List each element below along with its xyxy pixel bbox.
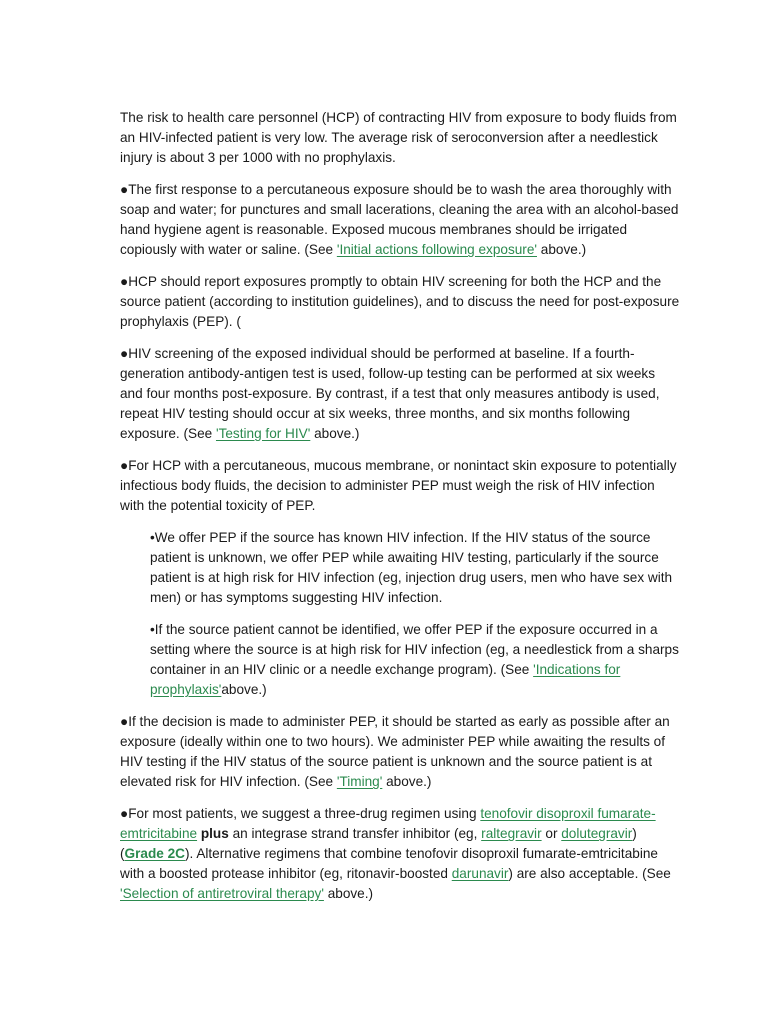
paragraph-text: above.) [382,774,432,789]
paragraph-text: ●If the decision is made to administer PEP, it should be started as early as possible after an exposure (ideally within one to two hours). We administer PEP while awaiting the results of HIV testing if the HIV status of the source patient is unknown and the source patient is at elevated risk for HIV infection. (See [120,714,670,789]
sub-bullet-paragraph [150,528,680,608]
paragraph-text: ) are also acceptable. (See [508,866,671,881]
paragraph-text: above.) [323,886,374,901]
paragraph [120,108,680,168]
sub-bullet-paragraph [150,620,680,700]
reference-link[interactable]: 'Indications for prophylaxis' [150,662,621,697]
reference-link[interactable]: dolutegravir [561,826,633,841]
paragraph-text: The risk to health care personnel (HCP) of contracting HIV from exposure to body fluids from an HIV-infected patient is very low. The average risk of seroconversion after a needlestick injury is about 3 per 1000 with no prophylaxis. [120,110,677,165]
paragraph [120,456,680,516]
paragraph-text: •We offer PEP if the source has known HIV infection. If the HIV status of the source patient is unknown, we offer PEP while awaiting HIV testing, particularly if the source patient is at high risk for HIV infection (eg, injection drug users, men who have sex with men) or has symptoms suggesting HIV infection. [150,530,673,605]
paragraph-text: ●The first response to a percutaneous exposure should be to wash the area thoroughly with soap and water; for punctures and small lacerations, cleaning the area with an alcohol-based hand hygiene agent is reasonable. Exposed mucous membranes should be irrigated copiously with water or saline. (See [120,182,679,257]
paragraph-text: above.) [310,426,360,441]
paragraph-text: ●HIV screening of the exposed individual should be performed at baseline. If a fourth-generation antibody-antigen test is used, follow-up testing can be performed at six weeks and four months post-exposure. By contrast, if a test that only measures antibody is used, repeat HIV testing should occur at six weeks, three months, and six months following exposure. (See [120,346,660,441]
paragraph [120,272,680,332]
paragraph-text: ). Alternative regimens that combine tenofovir disoproxil fumarate-emtricitabine with a boosted protease inhibitor (eg, ritonavir-boosted [120,846,658,881]
grade-link[interactable]: Grade 2C [124,846,185,861]
reference-link[interactable]: darunavir [451,866,509,881]
paragraph-text: above.) [537,242,587,257]
paragraph-text: •If the source patient cannot be identified, we offer PEP if the exposure occurred in a setting where the source is at high risk for HIV infection (eg, a needlestick from a sharps container in an HIV clinic or a needle exchange program). (See [150,622,679,677]
bold-text: plus [200,826,229,841]
paragraph-text: or [541,826,562,841]
reference-link[interactable]: 'Timing' [336,774,383,789]
paragraph-text: ●HCP should report exposures promptly to obtain HIV screening for both the HCP and the source patient (according to institution guidelines), and to discuss the need for post-exposure prophylaxis (PEP). ( [120,274,680,329]
reference-link[interactable]: tenofovir disoproxil fumarate-emtricitabine [120,806,656,841]
reference-link[interactable]: raltegravir [481,826,542,841]
paragraph-text: ) ( [120,826,637,861]
paragraph-text: an integrase strand transfer inhibitor (eg, [228,826,482,841]
reference-link[interactable]: 'Initial actions following exposure' [336,242,537,257]
document-body [120,108,680,916]
paragraph-text: ●For HCP with a percutaneous, mucous membrane, or nonintact skin exposure to potentially infectious body fluids, the decision to administer PEP must weigh the risk of HIV infection with the potential toxicity of PEP. [120,458,677,513]
paragraph [120,344,680,444]
paragraph [120,180,680,260]
paragraph-text: ●For most patients, we suggest a three-drug regimen using [120,806,481,821]
paragraph-text: above.) [221,682,267,697]
reference-link[interactable]: 'Testing for HIV' [215,426,311,441]
paragraph [120,712,680,792]
reference-link[interactable]: 'Selection of antiretroviral therapy' [120,886,324,901]
paragraph [120,804,680,904]
